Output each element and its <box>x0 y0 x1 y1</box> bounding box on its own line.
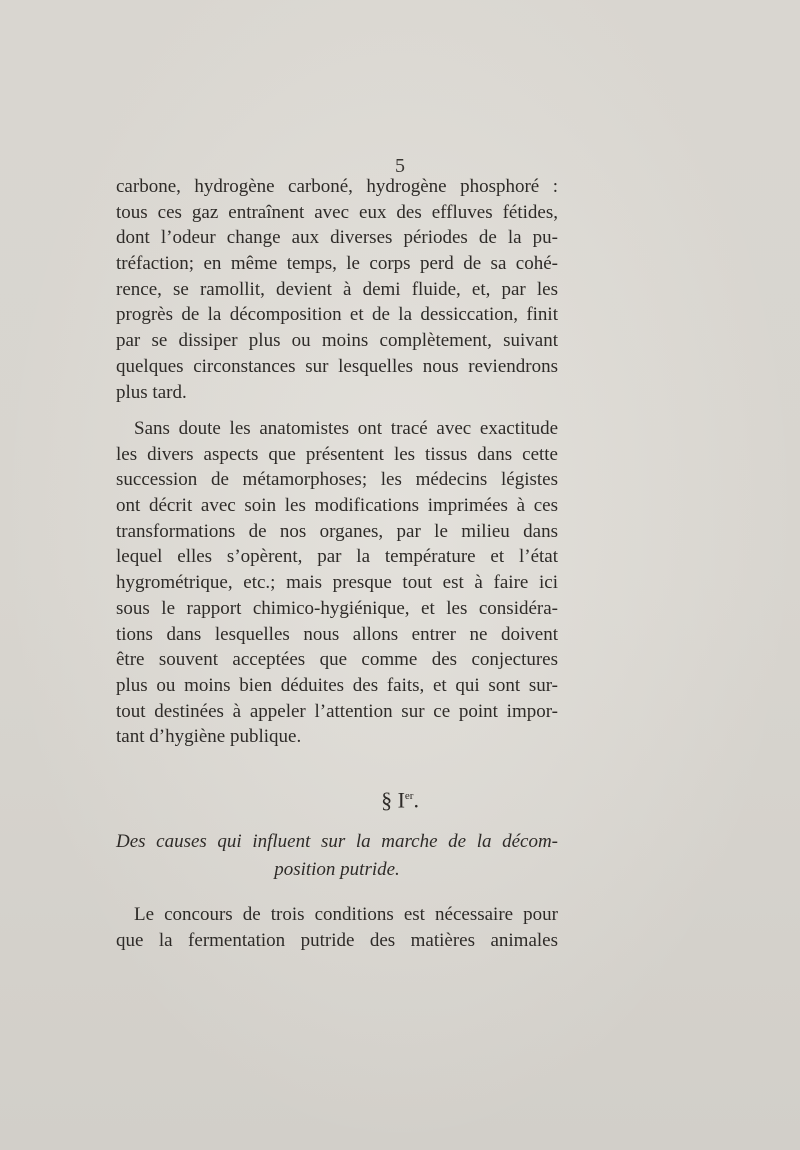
text-line: être souvent acceptées que comme des conjectures <box>116 649 558 671</box>
text-line: tions dans lesquelles nous allons entrer ne doivent <box>116 623 558 645</box>
page-number: 5 <box>395 155 405 177</box>
text-line: Le concours de trois conditions est nécessaire pour <box>134 904 558 925</box>
text-line: les divers aspects que présentent les tissus dans cette <box>116 443 558 465</box>
section-mark-superscript: er <box>404 790 414 802</box>
text-line: sous le rapport chimico-hygiénique, et les considéra- <box>116 597 558 619</box>
text-line: progrès de la décomposition et de la dessiccation, finit <box>116 304 558 326</box>
text-line: quelques circonstances sur lesquelles nous reviendrons <box>116 355 558 377</box>
paragraph-1 <box>116 174 558 405</box>
text-line: tous ces gaz entraînent avec eux des effluves fétides, <box>116 201 558 223</box>
text-line: transformations de nos organes, par le milieu dans <box>116 520 558 542</box>
text-line: succession de métamorphoses; les médecins légistes <box>116 469 558 491</box>
section-heading <box>0 782 800 814</box>
text-line: tout destinées à appeler l’attention sur ce point impor- <box>116 700 558 722</box>
section-title-line: position putride. <box>274 859 400 880</box>
section-title <box>116 828 558 884</box>
text-line: par se dissiper plus ou moins complètement, suivant <box>116 330 558 352</box>
text-line: plus tard. <box>116 381 187 403</box>
text-line: Sans doute les anatomistes ont tracé avec exactitude <box>134 418 558 439</box>
text-line: plus ou moins bien déduites des faits, et qui sont sur- <box>116 674 558 696</box>
text-line: ont décrit avec soin les modifications imprimées à ces <box>116 495 558 517</box>
section-mark: § I <box>381 787 405 813</box>
text-line: rence, se ramollit, devient à demi fluide, et, par les <box>116 278 558 300</box>
text-line: carbone, hydrogène carboné, hydrogène phosphoré : <box>116 176 558 197</box>
paragraph-2 <box>116 416 558 750</box>
text-line: dont l’odeur change aux diverses périodes de la pu- <box>116 227 558 249</box>
section-mark-period: . <box>413 787 419 813</box>
section-title-line: Des causes qui influent sur la marche de la décom- <box>116 831 558 852</box>
text-line: tant d’hygiène publique. <box>116 726 302 748</box>
text-line: hygrométrique, etc.; mais presque tout est à faire ici <box>116 572 558 594</box>
text-line: tréfaction; en même temps, le corps perd de sa cohé- <box>116 253 558 275</box>
text-line: que la fermentation putride des matières animales <box>116 929 558 951</box>
text-line: lequel elles s’opèrent, par la température et l’état <box>116 546 558 568</box>
paragraph-3 <box>116 902 558 953</box>
